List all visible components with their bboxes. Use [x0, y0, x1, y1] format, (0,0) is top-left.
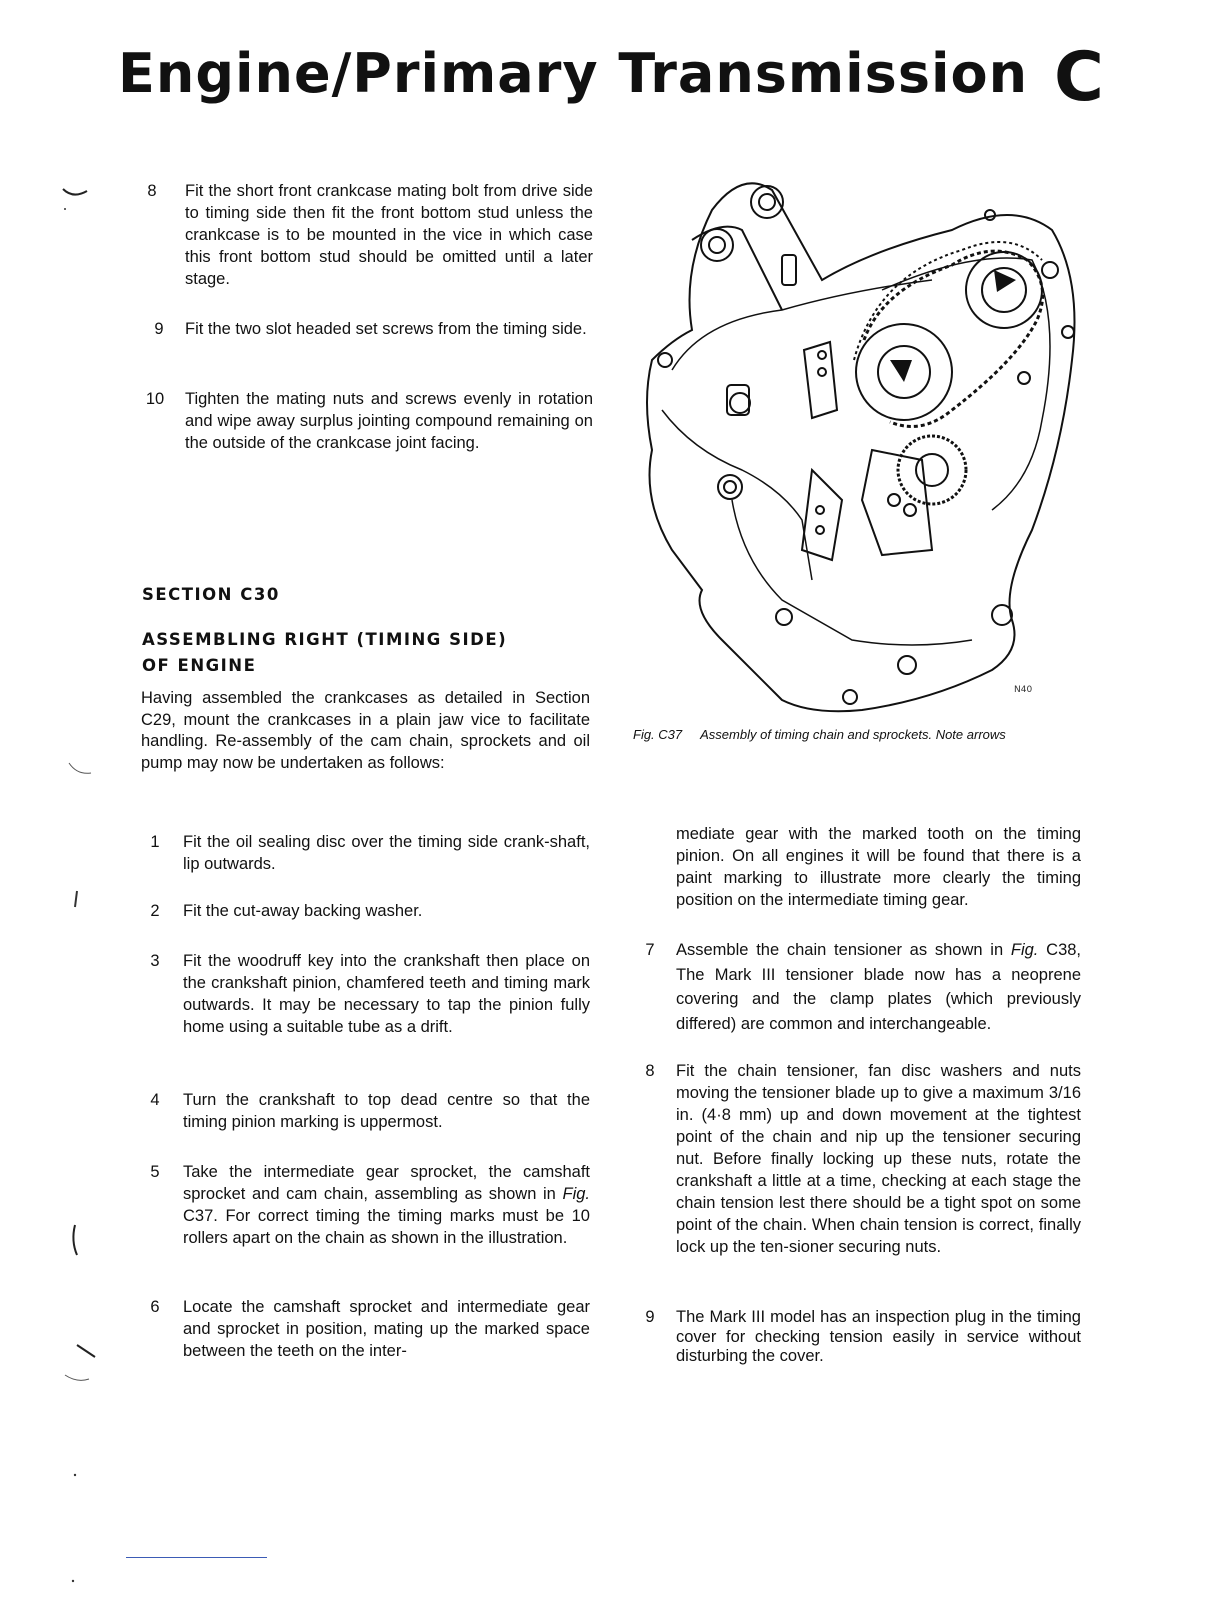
figure-reference: Fig.	[562, 1185, 590, 1203]
list-item	[636, 938, 1081, 1038]
step-text: Fit the oil sealing disc over the timing side crank-shaft, lip outwards.	[183, 833, 590, 873]
section-heading: OF ENGINE	[142, 656, 257, 675]
margin-marks	[55, 185, 105, 1605]
list-item	[145, 318, 594, 364]
figure-ref-code: N40	[1014, 685, 1033, 695]
list-item	[141, 388, 594, 478]
step-number: 3	[150, 952, 160, 970]
step-number: 9	[645, 1308, 655, 1326]
list-item	[636, 1060, 1081, 1284]
step-number: 6	[150, 1298, 160, 1316]
step-text: Fit the short front crankcase mating bolt from drive side to timing side then fit the front bottom stud unless the crankcase is to be mounted in the vice in which case this front bottom stud should be omitted until a later stage.	[185, 182, 593, 288]
list-item	[141, 950, 591, 1062]
step-number: 8	[147, 182, 157, 200]
step-text: The Mark III model has an inspection plug in the timing cover for checking tension easily in service without disturbing the cover.	[676, 1308, 1081, 1365]
caption-label: Fig. C37	[633, 727, 683, 742]
step-text-part: Take the intermediate gear sprocket, the camshaft sprocket and cam chain, assembling as shown in	[183, 1163, 590, 1203]
figure-reference: Fig.	[1010, 941, 1039, 959]
step-number: 4	[150, 1091, 160, 1109]
section-label: SECTION C30	[142, 585, 280, 604]
step-number: 9	[154, 320, 164, 338]
step-text: Turn the crankshaft to top dead centre so that the timing pinion marking is uppermost.	[183, 1091, 590, 1131]
timing-chain-illustration	[632, 170, 1084, 730]
list-item	[141, 831, 591, 877]
step-number: 1	[150, 833, 160, 851]
list-item	[141, 900, 591, 924]
list-item	[141, 1161, 591, 1273]
step-number: 2	[150, 902, 160, 920]
caption-text: Assembly of timing chain and sprockets. Note arrows	[700, 727, 1006, 742]
section-heading: ASSEMBLING RIGHT (TIMING SIDE)	[142, 630, 508, 649]
footer-rule	[126, 1557, 267, 1558]
step-text-part: Assemble the chain tensioner as shown in	[676, 941, 1011, 959]
step-text: Tighten the mating nuts and screws evenly in rotation and wipe away surplus jointing compound remaining on the outside of the crankcase joint facing.	[185, 390, 593, 452]
page-title: Engine/Primary Transmission	[118, 42, 1029, 105]
step-number: 8	[645, 1062, 655, 1080]
step-number: 7	[645, 941, 655, 959]
step-text: Fit the cut-away backing washer.	[183, 902, 423, 920]
step-text	[183, 1161, 590, 1249]
step-text: Fit the two slot headed set screws from the timing side.	[185, 320, 587, 338]
step-text: Locate the camshaft sprocket and intermediate gear and sprocket in position, mating up the marked space between the teeth on the inter-	[183, 1298, 590, 1360]
step-text	[676, 938, 1081, 1036]
step-number: 10	[145, 390, 165, 408]
step-text: Fit the woodruff key into the crankshaft then place on the crankshaft pinion, chamfered teeth and timing mark outwards. It may be necessary to tap the pinion fully home using a suitable tube as a drift.	[183, 952, 590, 1036]
step-text: mediate gear with the marked tooth on the timing pinion. On all engines it will be found that there is a paint marking to illustrate more clearly the timing position on the intermediate timing gear.	[676, 825, 1081, 909]
list-item	[141, 1089, 591, 1135]
chapter-letter: C	[1054, 38, 1104, 117]
step-text-part: C37. For correct timing the timing marks must be 10 rollers apart on the chain as shown in the illustration.	[183, 1207, 590, 1247]
figure-caption	[633, 727, 1006, 742]
section-intro: Having assembled the crankcases as detailed in Section C29, mount the crankcases in a plain jaw vice to facilitate handling. Re-assembly of the cam chain, sprockets and oil pump may now be undertaken as follows:	[141, 689, 590, 773]
step-text: Fit the chain tensioner, fan disc washers and nuts moving the tensioner blade up to give a maximum 3/16 in. (4·8 mm) up and down movement at the tightest point of the chain and nip up the tensioner securing nut. Before finally locking up these nuts, rotate the crankshaft a little at a time, checking at each stage the chain tension lest there should be a tight spot on some point of the chain. When chain tension is correct, finally lock up the ten-sioner securing nuts.	[676, 1062, 1081, 1256]
list-item	[636, 1308, 1081, 1376]
step-text-part: C38, The Mark III tensioner blade now has a neoprene covering and the clamp plates (which previously differed) are common and interchangeable.	[676, 941, 1082, 1033]
list-item-continuation	[676, 823, 1081, 913]
list-item	[141, 1296, 591, 1364]
step-number: 5	[150, 1163, 160, 1181]
list-item	[138, 180, 594, 292]
